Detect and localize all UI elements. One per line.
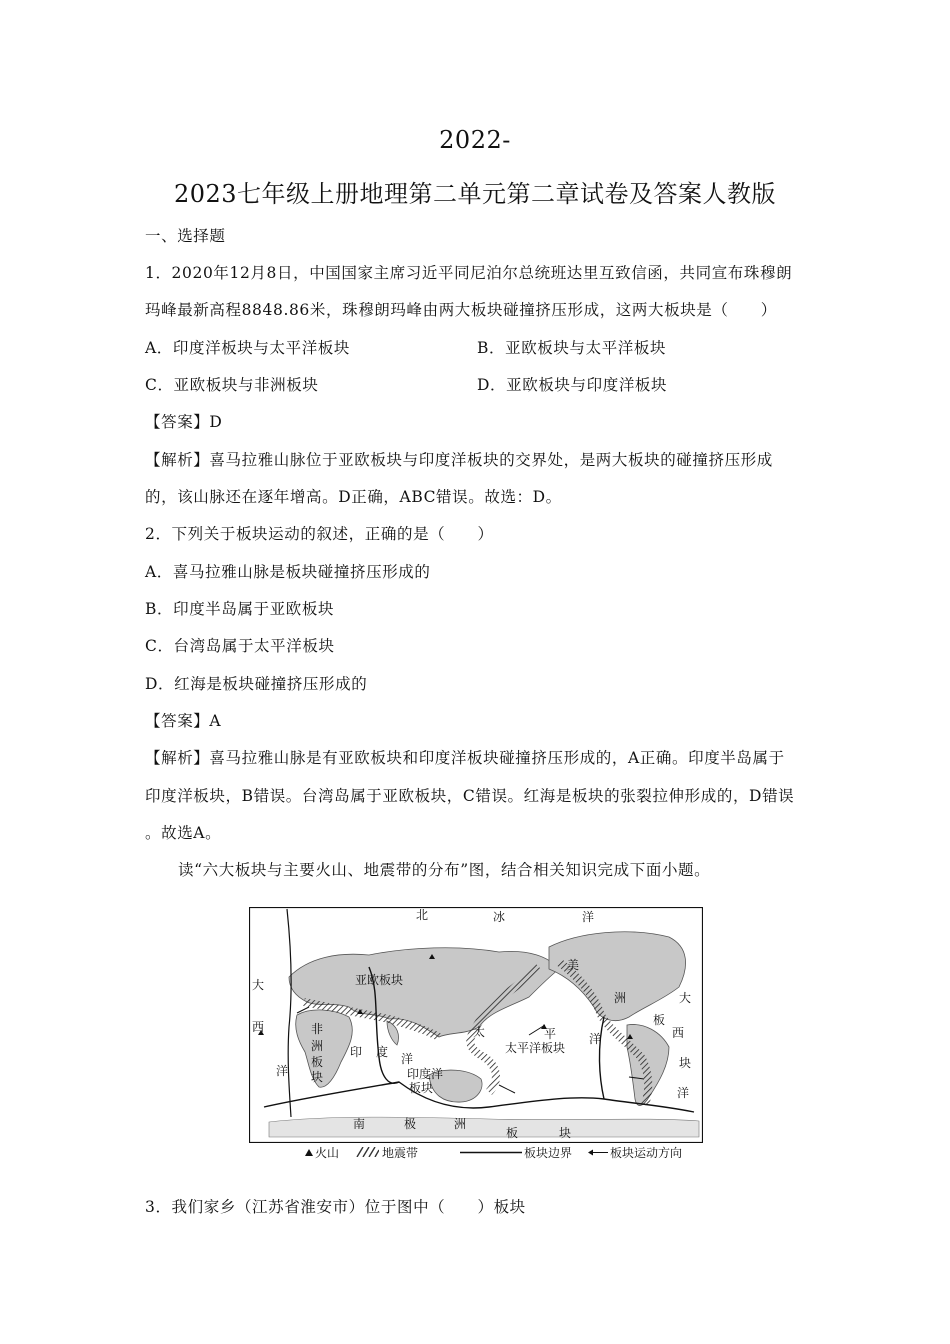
boundary-line-icon — [460, 1151, 522, 1154]
label-bei: 北 — [416, 908, 429, 922]
label-yin: 印 — [350, 1045, 363, 1059]
label-indian-plate-2: 板块 — [409, 1081, 434, 1095]
label-ji: 极 — [404, 1117, 417, 1131]
q2-stem: 2．下列关于板块运动的叙述，正确的是（ ） — [145, 525, 494, 543]
q1-option-d: D．亚欧板块与印度洋板块 — [477, 376, 668, 394]
label-da-left: 大 — [252, 978, 265, 992]
label-du: 度 — [376, 1045, 389, 1059]
map-legend — [305, 1144, 705, 1162]
q2-option-b: B．印度半岛属于亚欧板块 — [145, 600, 335, 618]
q2-option-c: C．台湾岛属于太平洋板块 — [145, 637, 335, 655]
direction-arrow-icon — [588, 1148, 608, 1157]
map-intro: 读“六大板块与主要火山、地震带的分布”图，结合相关知识完成下面小题。 — [178, 861, 711, 879]
q3-stem: 3．我们家乡（江苏省淮安市）位于图中（ ）板块 — [145, 1198, 526, 1216]
label-xi-left: 西 — [252, 1020, 265, 1034]
q2-option-a: A．喜马拉雅山脉是板块碰撞挤压形成的 — [145, 563, 431, 581]
legend-quake: 地震带 — [382, 1146, 419, 1160]
doc-title-line2: 2023七年级上册地理第二单元第二章试卷及答案人教版 — [173, 180, 777, 208]
label-yang-indian: 洋 — [401, 1052, 414, 1066]
label-eurasia-plate: 亚欧板块 — [355, 973, 404, 987]
label-fei-kuai: 块 — [311, 1070, 324, 1084]
label-bing: 冰 — [493, 910, 506, 924]
q2-analysis-line1: 【解析】喜马拉雅山脉是有亚欧板块和印度洋板块碰撞挤压形成的，A正确。印度半岛属于 — [145, 749, 785, 767]
q2-option-d: D．红海是板块碰撞挤压形成的 — [145, 675, 368, 693]
label-kuai-south: 块 — [559, 1126, 572, 1140]
label-tai: 太 — [473, 1025, 486, 1039]
label-kuai-right: 块 — [679, 1056, 692, 1070]
label-ping: 平 — [544, 1027, 557, 1041]
label-yang-pacific: 洋 — [589, 1032, 602, 1046]
label-yang-left: 洋 — [276, 1064, 289, 1078]
antarctica-landmass — [269, 1117, 699, 1137]
plate-map — [249, 907, 703, 1143]
label-yang-right: 洋 — [677, 1086, 690, 1100]
q1-analysis-line2: 的，该山脉还在逐年增高。D正确，ABC错误。故选：D。 — [145, 488, 562, 506]
q1-option-b: B．亚欧板块与太平洋板块 — [477, 339, 667, 357]
label-yang-north: 洋 — [582, 910, 595, 924]
label-pacific-plate: 太平洋板块 — [505, 1041, 566, 1055]
label-indian-plate-1: 印度洋 — [407, 1067, 444, 1081]
label-da-right: 大 — [679, 991, 692, 1005]
legend-volcano: 火山 — [315, 1146, 340, 1160]
label-nan: 南 — [353, 1117, 366, 1131]
q1-option-a: A．印度洋板块与太平洋板块 — [145, 339, 350, 357]
volcano-icon — [305, 1148, 313, 1156]
q1-option-c: C．亚欧板块与非洲板块 — [145, 376, 319, 394]
quake-belt-icon — [355, 1147, 379, 1157]
label-zhou: 洲 — [614, 991, 627, 1005]
label-fei-zhou: 洲 — [311, 1039, 324, 1053]
q2-analysis-line3: 。故选A。 — [145, 824, 222, 842]
doc-title-line1: 2022- — [439, 126, 511, 154]
q1-stem-line2: 玛峰最新高程8848.86米，珠穆朗玛峰由两大板块碰撞挤压形成，这两大板块是（ ） — [145, 301, 777, 319]
q2-answer: 【答案】A — [145, 712, 222, 730]
label-fei: 非 — [311, 1022, 324, 1036]
label-xi-right: 西 — [672, 1026, 685, 1040]
label-zhou-south: 洲 — [454, 1117, 467, 1131]
q1-analysis-line1: 【解析】喜马拉雅山脉位于亚欧板块与印度洋板块的交界处，是两大板块的碰撞挤压形成 — [145, 451, 773, 469]
section-heading: 一、选择题 — [145, 227, 226, 245]
legend-direction: 板块运动方向 — [610, 1146, 683, 1160]
label-ban-south: 板 — [506, 1126, 519, 1140]
q2-analysis-line2: 印度洋板块，B错误。台湾岛属于亚欧板块，C错误。红海是板块的张裂拉伸形成的，D错误 — [145, 787, 795, 805]
label-ban-right: 板 — [653, 1013, 666, 1027]
label-mei: 美 — [567, 958, 580, 972]
q1-stem-line1: 1．2020年12月8日，中国国家主席习近平同尼泊尔总统班达里互致信函，共同宣布珠穆朗 — [145, 264, 793, 282]
label-fei-ban: 板 — [311, 1055, 324, 1069]
q1-answer: 【答案】D — [145, 413, 223, 431]
legend-boundary: 板块边界 — [524, 1146, 573, 1160]
